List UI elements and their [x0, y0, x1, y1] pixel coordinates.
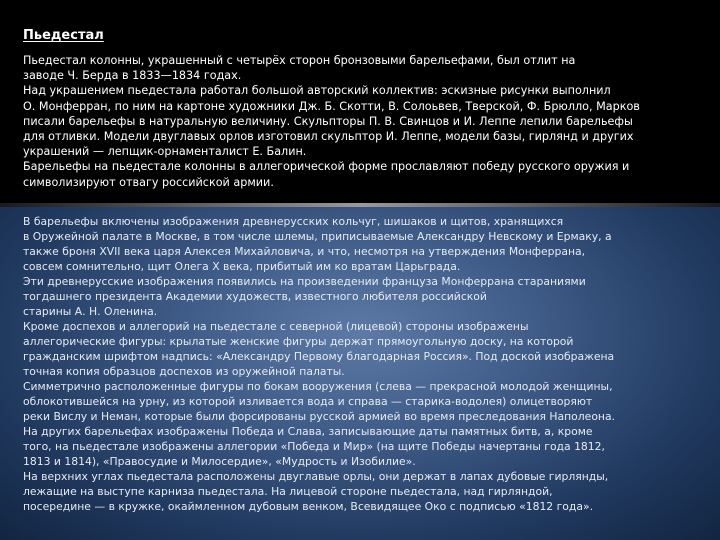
allegory-paragraph: Барельефы на пьедестале колонны в аллегорической форме прославляют победу русского оружия и символизируют отвагу российской армии. [23, 160, 630, 189]
authors-paragraph: Над украшением пьедестала работал большой авторский коллектив: эскизные рисунки выполнил О. Монферран, по ним на картоне художники Дж. Б. Скотти, В. Солоьвев, Тверской, Ф. Брюлло, Марков писали барельефы в натуральную величину. Скульпторы П. В. Свинцов и И. Леппе лепили барельефы для отливки. Модели двуглавых орлов изготовил скульптор И. Леппе, модели базы, гирлянд и других украшений — лепщик-орнаменталист Е. Балин. [23, 84, 640, 159]
slide-title: Пьедестал [23, 28, 104, 43]
top-panel [0, 0, 720, 203]
body-text: В барельефы включены изображения древнерусских кольчуг, шишаков и щитов, хранящихся в Оружейной палате в Москве, в том числе шлемы, приписываемые Александру Невскому и Ермаку, а также броня XVII века царя Алексея Михайловича, и что, несмотря на утверждения Монферрана, совсем сомнительно, щит Олега X века, прибитый им ко вратам Царьграда. Эти древнерусские изображения появились на произведении француза Монферрана стараниями тогдашнего президента Академии художеств, известного любителя российской старины А. Н. Оленина. Кроме доспехов и аллегорий на пьедестале с северной (лицевой) стороны изображены аллегорические фигуры: крылатые женские фигуры держат прямоугольную доску, на которой гражданским шрифтом надпись: «Александру Первому благодарная Россия». Под доской изображена точная копия образцов доспехов из оружейной палаты. Симметрично расположенные фигуры по бокам вооружения (слева — прекрасной молодой женщины, облокотившейся на урну, из которой изливается вода и справа — старика-водолея) олицетворяют реки Вислу и Неман, которые были форсированы русской армией во время преследования Наполеона. На других барельефах изображены Победа и Слава, записывающие даты памятных битв, а, кроме того, на пьедестале изображены аллегории «Победа и Мир» (на щите Победы начертаны года 1812, 1813 и 1814), «Правосудие и Милосердие», «Мудрость и Изобилие». На верхних углах пьедестала расположены двуглавые орлы, они держат в лапах дубовые гирлянды, лежащие на выступе карниза пьедестала. На лицевой стороне пьедестала, над гирляндой, посередине — в кружке, окаймленном дубовым венком, Всевидящее Око с подписью «1812 года». [23, 215, 616, 513]
intro-paragraph: Пьедестал колонны, украшенный с четырёх сторон бронзовыми барельефами, был отлит на заводе Ч. Берда в 1833—1834 годах. [23, 54, 576, 83]
top-text-block [23, 53, 703, 190]
